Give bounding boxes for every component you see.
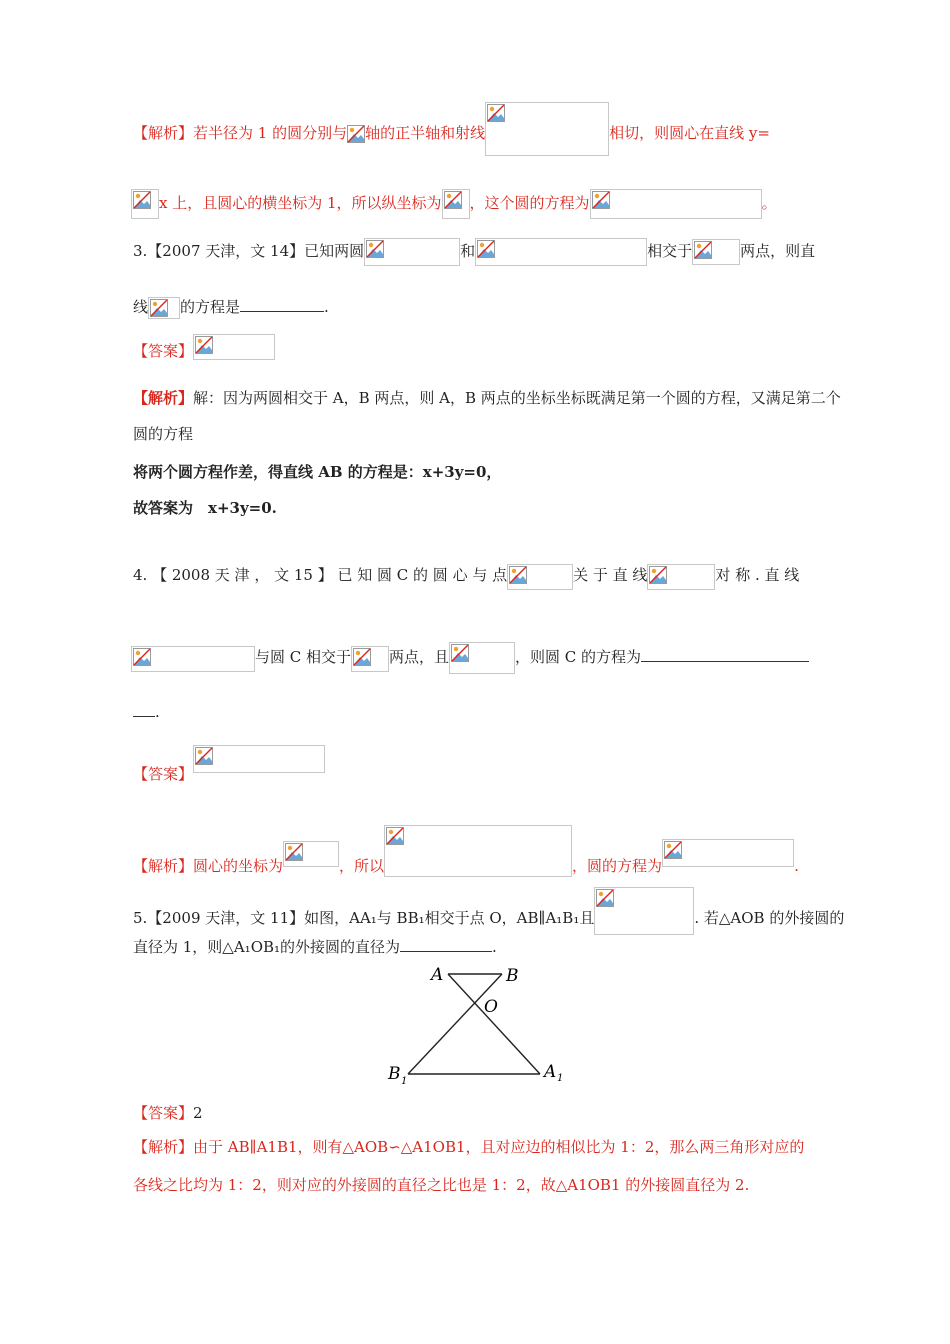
q3-answer: [133, 334, 275, 361]
formula-image: [590, 189, 762, 219]
answer-blank-cont: [133, 716, 155, 717]
answer-blank: [641, 661, 809, 662]
analysis-tag: 【解析】: [133, 1138, 194, 1156]
q3-analysis3: 将两个圆方程作差，得直线 AB 的方程是：x+3y=0，: [133, 463, 502, 481]
broken-image-icon: [347, 125, 365, 143]
analysis-tag: 【解析】: [133, 389, 194, 407]
answer-blank: [240, 311, 324, 312]
formula-image: [485, 102, 609, 156]
answer-tag: 【答案】: [133, 1104, 194, 1122]
q5-analysis1: 【解析】由于 AB∥A1B1，则有△AOB∽△A1OB1，且对应边的相似比为 1：2，那么两三角形对应的: [133, 1138, 805, 1156]
q4-line1: 4. 【 2008 天 津 ， 文 15 】 已 知 圆 C 的 圆 心 与 点 关 于 直 线 对 称 . 直 线: [133, 564, 799, 590]
formula-image: [594, 887, 694, 935]
p1-line2: x 上，且圆心的横坐标为 1，所以纵坐标为 ，这个圆的方程为 。: [131, 189, 777, 219]
label-b: B: [506, 966, 519, 986]
formula-image: [131, 189, 159, 219]
formula-image: [442, 189, 470, 219]
q3-line1: 3.【2007 天津，文 14】已知两圆 和 相交于 两点，则直: [133, 238, 815, 266]
q5-line2: 直径为 1，则△A₁OB₁的外接圆的直径为 .: [133, 938, 497, 956]
q4-line3: .: [133, 702, 160, 722]
answer-tag: 【答案】: [133, 342, 194, 360]
analysis-tag: 【解析】: [133, 124, 194, 142]
formula-image: [364, 238, 460, 266]
q3-analysis2: 圆的方程: [133, 425, 194, 443]
answer-value: 2: [193, 1104, 203, 1122]
segment-bb1: [408, 974, 502, 1074]
label-a: A: [431, 965, 444, 985]
formula-image: [193, 745, 325, 773]
q4-analysis: 【解析】圆心的坐标为 ，所以 ，圆的方程为 .: [133, 825, 799, 877]
q5-analysis2: 各线之比均为 1：2，则对应的外接圆的直径之比也是 1：2，故△A1OB1 的外接圆直径为 2.: [133, 1176, 750, 1194]
formula-image: [692, 239, 740, 265]
segment-aa1: [448, 974, 540, 1074]
formula-image: [449, 642, 515, 674]
formula-image: [647, 564, 715, 590]
q5-line1: 5.【2009 天津，文 11】如图，AA₁与 BB₁相交于点 O，AB∥A₁B₁且 . 若△AOB 的外接圆的: [133, 887, 844, 935]
triangle-figure: [380, 960, 580, 1085]
q4-line2: 与圆 C 相交于 两点，且 ，则圆 C 的方程为: [131, 642, 809, 674]
analysis-tag: 【解析】: [133, 857, 194, 875]
formula-image: [351, 646, 389, 672]
label-a1: A: [544, 1062, 557, 1082]
formula-image: [148, 297, 180, 319]
formula-image: [131, 646, 255, 672]
formula-image: [193, 334, 275, 360]
answer-blank: [400, 951, 492, 952]
q3-line2: 线 的方程是 .: [133, 297, 329, 319]
formula-image: [662, 839, 794, 867]
label-o: O: [484, 997, 498, 1017]
q3-analysis1: 【解析】解：因为两圆相交于 A，B 两点，则 A，B 两点的坐标坐标既满足第一个圆的方程，又满足第二个: [133, 389, 841, 407]
p1-line1: 【解析】若半径为 1 的圆分别与 轴的正半轴和射线 相切，则圆心在直线 y=: [133, 102, 770, 156]
label-a1-sub: 1: [557, 1073, 564, 1084]
q5-answer: [133, 1103, 203, 1123]
q3-analysis4: 故答案为 x+3y=0.: [133, 499, 277, 517]
label-b1-sub: 1: [401, 1076, 408, 1085]
answer-tag: 【答案】: [133, 765, 194, 783]
formula-image: [475, 238, 647, 266]
formula-image: [384, 825, 572, 877]
label-b1: B: [388, 1064, 401, 1084]
formula-image: [283, 841, 339, 867]
q4-answer: [133, 745, 325, 784]
formula-image: [507, 564, 573, 590]
